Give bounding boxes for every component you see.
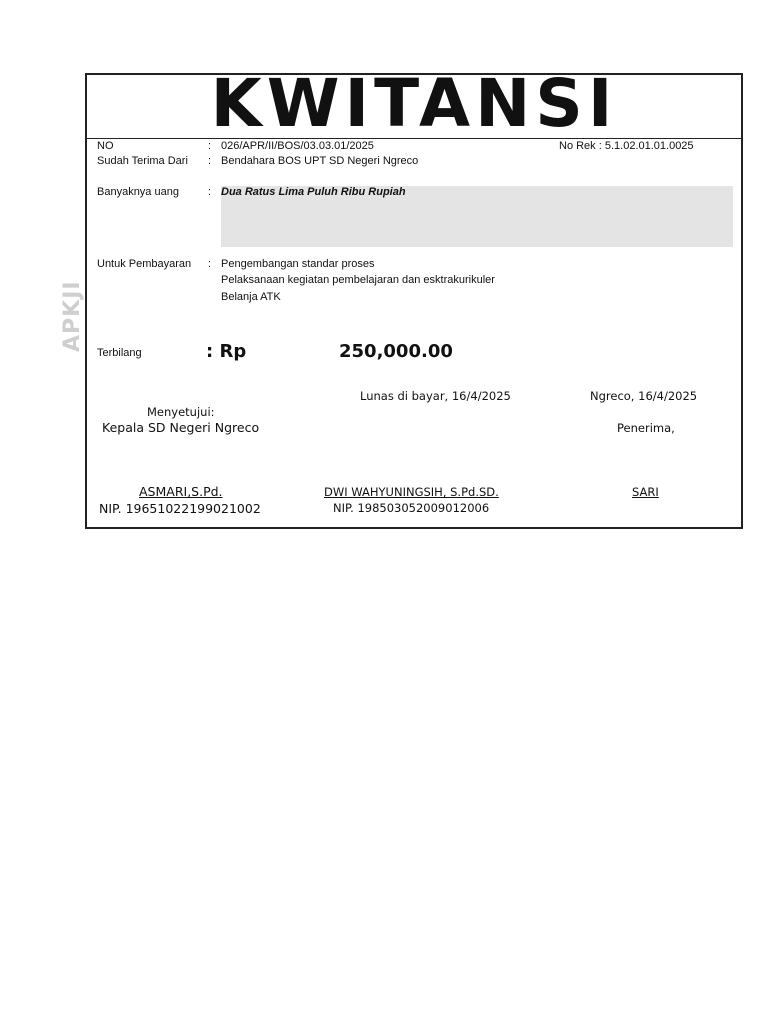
untuk-line-2: Pelaksanaan kegiatan pembelajaran dan esktrakurikuler: [221, 274, 495, 286]
lunas-date: Lunas di bayar, 16/4/2025: [360, 389, 511, 403]
amount-words: Dua Ratus Lima Puluh Ribu Rupiah: [221, 186, 406, 198]
untuk-line-1: Pengembangan standar proses: [221, 258, 375, 270]
untuk-colon: :: [208, 258, 212, 270]
penerima-label: Penerima,: [617, 421, 675, 435]
untuk-label: Untuk Pembayaran: [97, 258, 192, 270]
kepala-sekolah-role: Kepala SD Negeri Ngreco: [102, 420, 260, 435]
bendahara-nip: NIP. 198503052009012006: [333, 501, 490, 515]
menyetujui-label: Menyetujui:: [147, 405, 215, 419]
banyaknya-label: Banyaknya uang: [97, 186, 179, 198]
amount-words-box: [221, 186, 733, 247]
sudah-terima-colon: :: [208, 155, 212, 167]
bendahara-name: DWI WAHYUNINGSIH, S.Pd.SD.: [324, 485, 499, 499]
no-colon: :: [208, 140, 212, 152]
sudah-terima-value: Bendahara BOS UPT SD Negeri Ngreco: [221, 155, 419, 167]
untuk-line-3: Belanja ATK: [221, 291, 281, 303]
no-label: NO: [97, 140, 114, 152]
kepala-sekolah-name: ASMARI,S.Pd.: [139, 484, 223, 499]
penerima-name: SARI: [632, 485, 659, 499]
kepala-sekolah-nip: NIP. 19651022199021002: [99, 501, 261, 516]
no-value: 026/APR/II/BOS/03.03.01/2025: [221, 140, 374, 152]
sudah-terima-label: Sudah Terima Dari: [97, 155, 188, 167]
watermark: APKJI: [60, 280, 85, 352]
receipt-title: KWITANSI: [210, 65, 618, 142]
banyaknya-colon: :: [208, 186, 212, 198]
receipt: [85, 65, 743, 529]
title-divider: [87, 138, 741, 139]
terbilang-label: Terbilang: [97, 347, 142, 359]
no-rek: No Rek : 5.1.02.01.01.0025: [559, 140, 694, 152]
currency-label: : Rp: [206, 341, 247, 362]
amount-number: 250,000.00: [339, 341, 453, 362]
place-date: Ngreco, 16/4/2025: [590, 389, 698, 403]
